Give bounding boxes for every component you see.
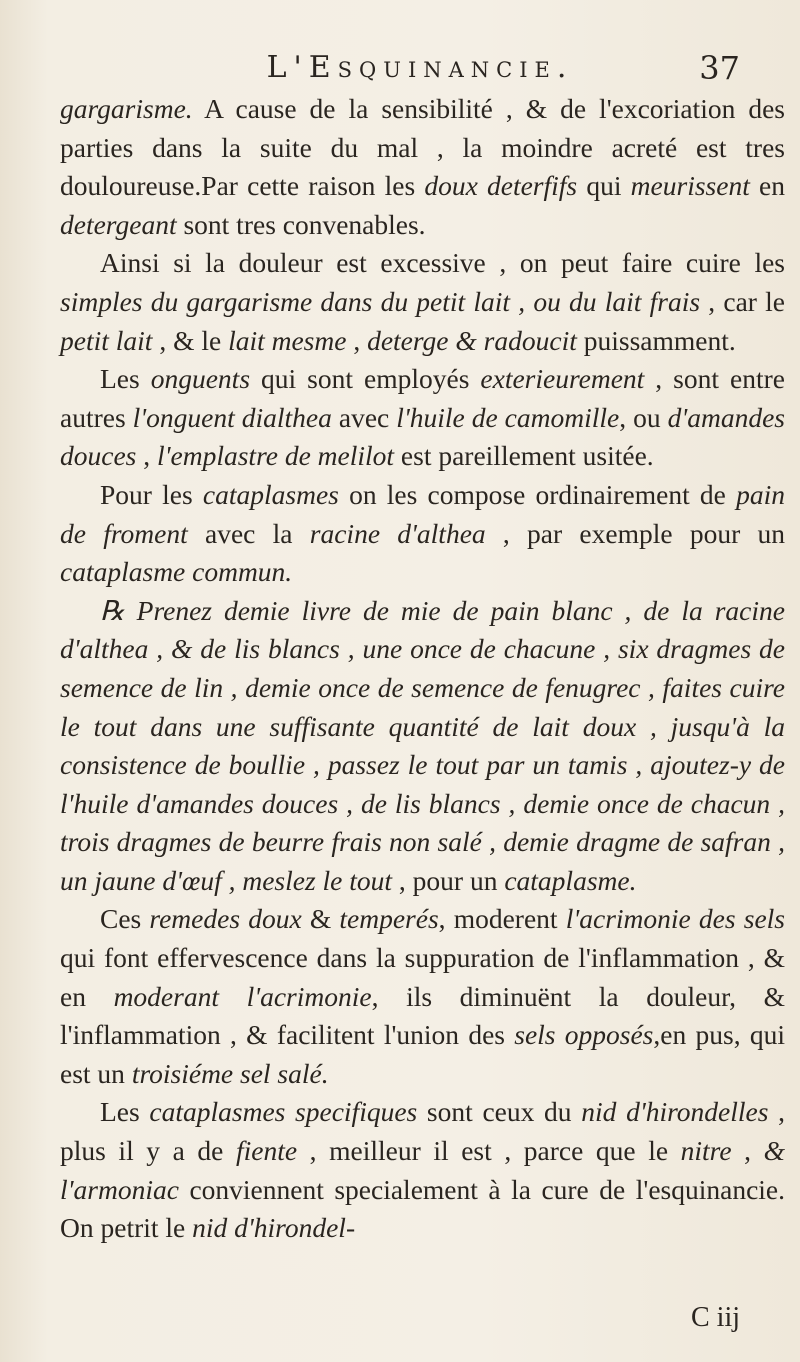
roman-run: qui font effervescence dans la suppuration de l'inflammation , & en	[60, 942, 785, 1012]
italic-run: petit lait	[60, 324, 153, 356]
italic-run: cataplasme commun.	[60, 556, 293, 588]
italic-run: deterge & radoucit	[367, 324, 577, 356]
roman-run: ,en pus, qui est un	[60, 1019, 785, 1089]
italic-run: cataplasmes specifiques	[149, 1096, 418, 1128]
body-text	[60, 90, 785, 1248]
roman-run: avec la	[187, 517, 310, 549]
italic-run: ℞ Prenez demie livre de mie de pain blanc , de la racine d'althea , & de lis blancs , une once de chacune , six dragmes de semence de lin , demie once de semence de fenugrec , faites cuire le tout dans une suffisante quantité de lait doux , jusqu'à la consistence de boullie , passez le tout par un tamis , ajoutez-y de l'huile d'amandes douces , de lis blancs , demie once de chacun , trois dragmes de beurre frais non salé , demie dragme de safran , un jaune d'œuf , meslez le tout	[60, 594, 785, 896]
roman-run: , par exemple pour un	[485, 517, 786, 549]
paragraph-2	[60, 244, 785, 360]
italic-run: exterieurement	[480, 363, 645, 395]
roman-run: est pareillement usitée.	[394, 440, 654, 472]
roman-run: qui	[577, 170, 631, 202]
roman-run: Les	[100, 1096, 150, 1128]
italic-run: troisiéme sel salé.	[131, 1057, 329, 1089]
paragraph-3	[60, 360, 785, 476]
roman-run: ,	[136, 440, 157, 472]
roman-run: , meilleur il est , parce que le	[297, 1135, 681, 1167]
italic-run: nitre	[680, 1135, 732, 1167]
italic-run: simples du gargarisme dans du petit lait , ou du lait frais	[60, 285, 701, 317]
italic-run: sels opposés	[514, 1019, 654, 1051]
roman-run: ,	[346, 324, 368, 356]
italic-run: doux deterfifs	[424, 170, 578, 202]
roman-run: A cause de la sensibilité , & de l'excoriation des parties dans la suite du mal , la moindre acreté est tres douloureuse.Par cette raison les	[60, 93, 785, 202]
roman-run: , ou	[619, 401, 668, 433]
italic-run: temperés	[339, 903, 439, 935]
roman-run: &	[301, 903, 340, 935]
roman-run: , moderent	[438, 903, 566, 935]
italic-run: nid d'hirondelles	[581, 1096, 769, 1128]
italic-run: l'acrimonie des sels	[565, 903, 785, 935]
italic-run: l'onguent dialthea	[132, 401, 332, 433]
italic-run: cataplasmes	[202, 478, 339, 510]
roman-run: , sont entre autres	[60, 363, 785, 433]
italic-run: onguents	[150, 363, 251, 395]
italic-run: fiente	[235, 1135, 298, 1167]
roman-run: Pour les	[100, 478, 203, 510]
page-header	[140, 48, 760, 88]
signature-mark: C iij	[690, 1302, 740, 1333]
italic-run: racine d'althea	[309, 517, 486, 549]
paragraph-recipe	[60, 592, 785, 901]
paragraph-6	[60, 900, 785, 1093]
roman-run: sont tres convenables.	[176, 208, 426, 240]
roman-run: Ces	[100, 903, 150, 935]
roman-run: avec	[331, 401, 397, 433]
italic-run: pain de froment	[60, 478, 785, 549]
roman-run: , pour un	[392, 864, 505, 896]
italic-run: nid d'hirondel-	[192, 1212, 356, 1244]
italic-run: remedes doux	[149, 903, 302, 935]
roman-run: Ainsi si la douleur est excessive , on peut faire cuire les	[100, 247, 785, 279]
italic-run: lait mesme	[228, 324, 347, 356]
roman-run: , ils diminuënt la douleur, & l'inflammation , & facilitent l'union des	[60, 980, 786, 1051]
italic-run: gargarisme.	[60, 93, 193, 124]
roman-run: ,	[731, 1135, 764, 1167]
roman-run: , plus il y a de	[60, 1096, 785, 1167]
italic-run: meurissent	[630, 170, 750, 202]
italic-run: cataplasme.	[504, 864, 637, 896]
roman-run: qui sont employés	[250, 363, 481, 395]
italic-run: moderant l'acrimonie	[113, 980, 372, 1012]
roman-run: sont ceux du	[417, 1096, 582, 1128]
roman-run: Les	[100, 363, 151, 395]
paragraph-1	[60, 90, 785, 244]
italic-run: l'emplastre de melilot	[157, 440, 395, 472]
paragraph-7	[60, 1093, 785, 1247]
roman-run: en	[749, 170, 785, 202]
italic-run: d'amandes douces	[60, 401, 785, 472]
roman-run: , & le	[152, 324, 229, 356]
running-title: L'Esquinancie.	[266, 50, 574, 85]
italic-run: detergeant	[60, 208, 177, 240]
paragraph-4	[60, 476, 785, 592]
roman-run: , car le	[700, 285, 785, 317]
roman-run: conviennent specialement à la cure de l'esquinancie. On petrit le	[60, 1173, 785, 1244]
page-number: 37	[699, 49, 740, 87]
italic-run: & l'armoniac	[60, 1135, 785, 1205]
roman-run: on les compose ordinairement de	[338, 478, 737, 510]
roman-run: puissamment.	[576, 324, 736, 356]
italic-run: l'huile de camomille	[396, 401, 620, 433]
